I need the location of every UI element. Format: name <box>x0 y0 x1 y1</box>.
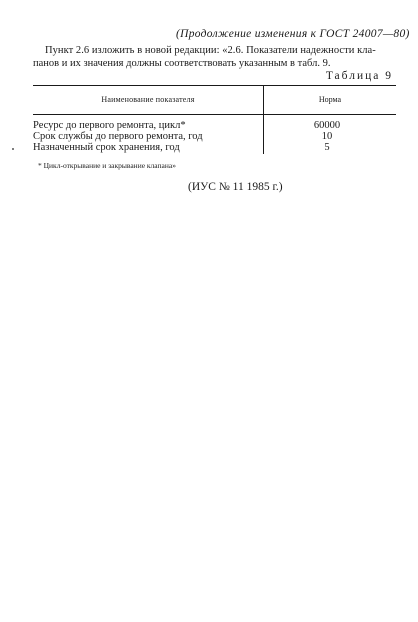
scan-speck <box>12 148 14 150</box>
source-reference: (ИУС № 11 1985 г.) <box>188 181 283 193</box>
indicators-table <box>33 85 396 155</box>
paragraph-line-2: панов и их значения должны соответствовать указанным в табл. 9. <box>33 58 331 69</box>
row-name-service-life: Срок службы до первого ремонта, год <box>33 131 203 142</box>
paragraph-line-1: Пункт 2.6 изложить в новой редакции: «2.6. Показатели надежности кла- <box>45 45 376 56</box>
row-value-storage-term: 5 <box>324 142 330 153</box>
row-name-storage-term: Назначенный срок хранения, год <box>33 142 180 153</box>
table-footnote: * Цикл-открывание и закрывание клапана» <box>38 161 176 170</box>
row-name-resource: Ресурс до первого ремонта, цикл* <box>33 120 186 131</box>
row-value-service-life: 10 <box>321 131 333 142</box>
table-label: Таблица 9 <box>325 70 393 82</box>
row-value-resource: 60000 <box>313 120 341 131</box>
column-header-norm: Норма <box>318 95 342 104</box>
amendment-paragraph <box>33 44 397 70</box>
continuation-header: (Продолжение изменения к ГОСТ 24007—80) <box>176 28 410 40</box>
table-top-rule <box>33 85 396 86</box>
column-header-name: Наименование показателя <box>101 95 195 104</box>
table-header-rule <box>33 114 396 115</box>
